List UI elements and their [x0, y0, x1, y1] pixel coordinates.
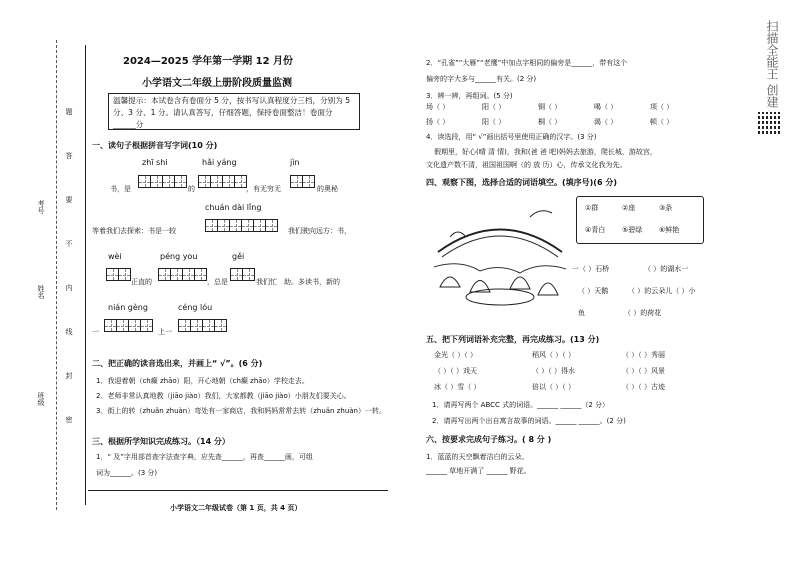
pinyin-cenglou: céng lóu: [178, 303, 213, 312]
qr-code-pattern: [758, 112, 780, 134]
seal-char-8: 密: [65, 416, 73, 423]
seal-char-1: 题: [65, 108, 73, 115]
answer-grid-zhishi[interactable]: [138, 175, 190, 188]
q2-title: 二、把正确的读音选出来，并画上“ √”。(6 分): [92, 359, 263, 368]
fill-clouds[interactable]: （ ）的云朵儿（ ）小: [628, 287, 696, 295]
r-q3-row2-4[interactable]: 顿（ ）: [650, 118, 674, 126]
r-q4-passage-2: 文化遗产数不清，祖国祖国啊（的 放 历）心，传承文化我为先。: [426, 161, 627, 169]
q3-line-2: 词为______。(3 分): [96, 469, 158, 477]
option-2: ②座: [622, 204, 636, 212]
r-q3-row1-3[interactable]: 喝（ ）: [594, 103, 618, 111]
pinyin-wei: wèi: [108, 252, 122, 261]
pinyin-pengyou: péng you: [160, 252, 198, 261]
r-q3-row1-0[interactable]: 场（ ）: [426, 103, 450, 111]
r-q2-line-1: 2．“孔雀”“大雁”“老鹰”中加点字相同的偏旁是______，带有这个: [426, 59, 628, 67]
page-footer: 小学语文二年级试卷（第 1 页，共 4 页）: [170, 504, 302, 512]
r-q3-row2-0[interactable]: 扬（ ）: [426, 118, 450, 126]
r-q3-row1-1[interactable]: 阳（ ）: [482, 103, 506, 111]
r-q3-row2-3[interactable]: 渴（ ）: [594, 118, 618, 126]
binding-margin: [30, 40, 86, 510]
r-q4-passage-1: 假期里，好心(晴 清 情)，我和(爸 爸 吧)妈妈去旅游，爬长城，游故宫，: [434, 148, 657, 156]
scanner-watermark: 扫描全能王 创建: [765, 20, 779, 108]
r-q3-row1-2[interactable]: 铜（ ）: [538, 103, 562, 111]
exam-title: 2024—2025 学年第一学期 12 月份: [123, 56, 294, 67]
seal-line: [85, 45, 86, 505]
field-name: 姓名: [37, 285, 45, 299]
r-q3-row2-1[interactable]: 阳（ ）: [482, 118, 506, 126]
option-5: ⑤碧绿: [622, 226, 643, 234]
fill-swans[interactable]: （ ）天鹅: [578, 287, 609, 295]
fill-lake-water[interactable]: （ ）的湖水一: [644, 265, 689, 273]
q1-text-3a: 正直的: [131, 278, 152, 286]
q5-practice-1[interactable]: 1．请再写两个 ABCC 式的词语。______ ______（2 分）: [432, 401, 610, 409]
r-q3-title: 3．辨一辨，再组词。(5 分): [426, 92, 513, 100]
fill-lotus[interactable]: （ ）的荷花: [624, 309, 662, 317]
notice-box: 温馨提示：本试卷含有卷面分 5 分，按书写认真程度分三档，分别为 5 分、3 分、1 分。请认真答写，仔细答题，保持卷面整洁！卷面分______分: [108, 93, 360, 130]
q5-word-1-2[interactable]: （ ）（ ）秀丽: [622, 351, 665, 359]
pinyin-zhishi: zhī shi: [142, 158, 168, 167]
q5-word-2-1[interactable]: （ ）（ ）得水: [532, 367, 575, 375]
option-3: ③条: [659, 204, 673, 212]
q5-practice-2[interactable]: 2．请再写出两个出自寓言故事的词语。______ ______。(2 分): [432, 417, 626, 425]
q3-line-1: 1．“ 及”字用部首查字法查字典，应先查______，再查______画，可组: [96, 453, 313, 461]
q1-text-2a: 等着我们去探索：书是一较: [92, 227, 176, 235]
fold-line: [56, 40, 57, 510]
seal-char-6: 线: [65, 328, 73, 335]
field-exam-number: 考号: [37, 200, 45, 214]
r-q3-row2-2[interactable]: 桐（ ）: [538, 118, 562, 126]
q1-text-3b: ，总是: [207, 278, 228, 286]
exam-subtitle: 小学语文二年级上册阶段质量监测: [142, 78, 292, 89]
q5-word-3-1[interactable]: 倍以（ ）（ ）: [532, 383, 575, 391]
q2-line-2: 2．老师非常认真地教（jiāo jiào）我们，大家都教（jiāo jiào）小朋友们要关心。: [96, 392, 351, 400]
field-class: 班级: [37, 392, 45, 406]
q4-title: 四、观察下图，选择合适的词语填空。(填序号)(6 分): [426, 178, 617, 187]
q1-text-2b: 我们驶向远方：书，: [288, 227, 351, 235]
q1-text-1d: 的奥秘: [317, 185, 338, 193]
q2-line-1: 1．我迎着朝（ch癫 zhāo）阳，开心地朝（ch癫 zhāo）学校走去。: [96, 377, 309, 385]
page-bottom-rule: [88, 490, 388, 491]
seal-char-4: 不: [65, 240, 73, 247]
fill-fish: 鱼: [578, 309, 585, 317]
q6-line-1: 1．蓝蓝的天空飘着洁白的云朵。: [426, 453, 529, 461]
answer-grid-chuandailing[interactable]: [205, 219, 281, 232]
answer-grid-jin[interactable]: [290, 175, 318, 188]
q1-text-3c: 我们忙: [256, 278, 277, 286]
q1-text-1a: 书，是: [110, 185, 131, 193]
option-6: ⑥鲜艳: [659, 226, 680, 234]
q1-title: 一、读句子根据拼音写字词(10 分): [92, 141, 218, 150]
answer-grid-wei[interactable]: [106, 268, 134, 281]
pinyin-jin: jìn: [290, 158, 300, 167]
q5-word-1-1[interactable]: 稻风（ ）（ ）: [532, 351, 575, 359]
answer-grid-cenglou[interactable]: [178, 319, 230, 332]
q2-line-3a: 3．街上的转（zhuǎn zhuàn）弯处有一家商店，我和妈妈常常去转（zhuǎn zhuàn）一转。: [96, 407, 386, 415]
q5-word-1-0[interactable]: 金光（ ）（ ）: [434, 351, 477, 359]
q5-word-2-0[interactable]: （ ）（ ）戏天: [434, 367, 477, 375]
fill-stone-bridge[interactable]: 一（ ）石桥: [572, 265, 610, 273]
r-q4-title: 4．读选段，用“ √”画出括号里使用正确的汉字。(3 分): [426, 133, 597, 141]
q1-text-1b: 的: [188, 185, 195, 193]
answer-grid-pengyou[interactable]: [158, 268, 210, 281]
pinyin-niangeng: nián gèng: [108, 303, 148, 312]
q1-text-4a: 上一: [158, 328, 172, 336]
answer-grid-haiyang[interactable]: [198, 175, 250, 188]
q5-word-3-0[interactable]: 冰（ ）雪（ ）: [434, 383, 481, 391]
seal-char-7: 封: [65, 372, 73, 379]
pinyin-haiyang: hǎi yáng: [202, 158, 237, 167]
q6-line-2[interactable]: ______ 草地开满了 ______ 野花。: [426, 467, 531, 475]
seal-char-2: 答: [65, 152, 73, 159]
pinyin-chuandailing: chuán dài lǐng: [205, 203, 262, 212]
lake-scene-illustration: [430, 197, 570, 317]
r-q3-row1-4[interactable]: 项（ ）: [650, 103, 674, 111]
pinyin-gei: gěi: [232, 252, 245, 261]
option-1: ①群: [585, 204, 599, 212]
option-4: ④青白: [585, 226, 606, 234]
q5-word-3-2[interactable]: （ ）（ ）古迹: [622, 383, 665, 391]
q5-title: 五、把下列词语补充完整，再完成练习。(13 分): [426, 335, 600, 344]
seal-char-3: 要: [65, 196, 73, 203]
answer-grid-gei[interactable]: [230, 268, 258, 281]
q1-text-1c: ，有无穷无: [246, 185, 281, 193]
answer-grid-niangeng[interactable]: [104, 319, 156, 332]
q3-title: 三、根据所学知识完成练习。（14 分）: [92, 437, 230, 446]
q6-title: 六、按要求完成句子练习。( 8 分 ): [426, 435, 552, 444]
q1-dash: 一: [92, 328, 99, 336]
seal-char-5: 内: [65, 284, 73, 291]
q5-word-2-2[interactable]: （ ）（ ）风景: [622, 367, 665, 375]
q1-text-3d: 助。多读书，新的: [284, 278, 340, 286]
r-q2-line-2: 偏旁的字大多与______有关。(2 分): [426, 75, 537, 83]
